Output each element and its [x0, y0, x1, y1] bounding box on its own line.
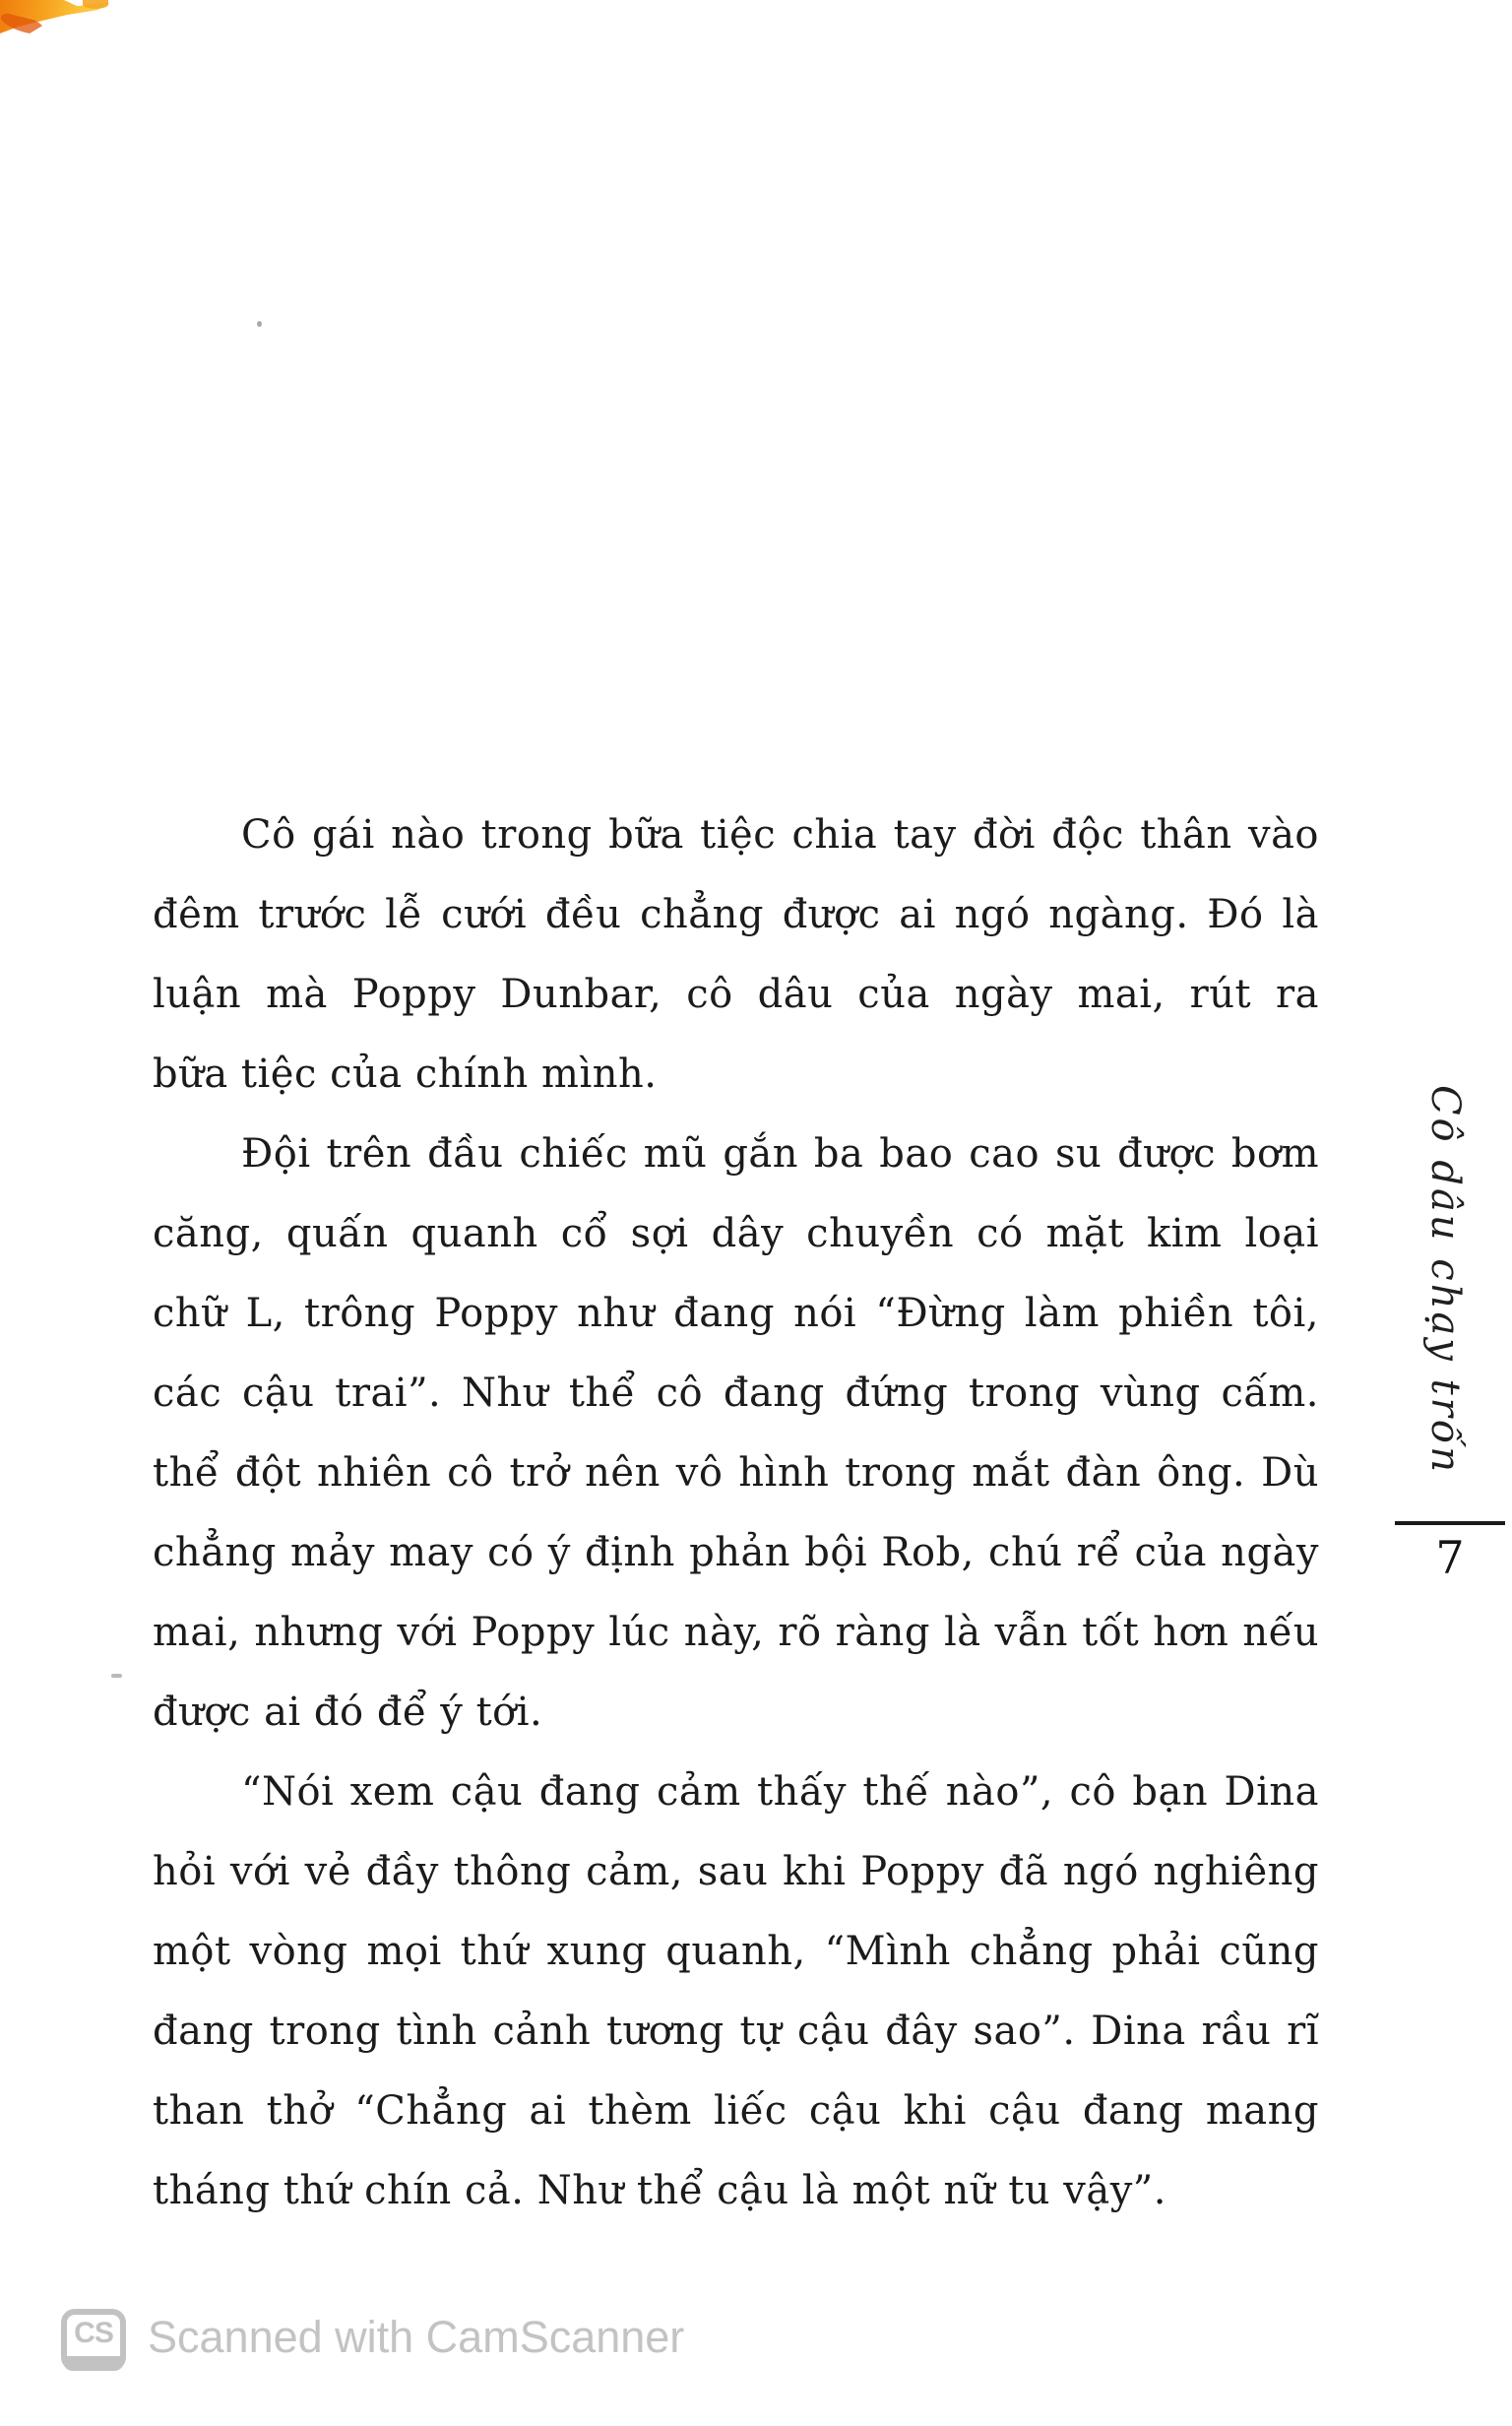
text-line: Cô gái nào trong bữa tiệc chia tay đời độc thân vào	[241, 812, 1319, 858]
camscanner-logo-text: CS	[74, 2317, 113, 2349]
folio-rule	[1395, 1521, 1505, 1525]
watermark-label: Scanned with CamScanner	[148, 2312, 685, 2362]
text-line: Đội trên đầu chiếc mũ gắn ba bao cao su được bơm	[241, 1131, 1319, 1177]
text-line: “Nói xem cậu đang cảm thấy thế nào”, cô bạn Dina	[241, 1769, 1319, 1815]
running-title: Cô dâu chạy trốn	[1422, 1084, 1468, 1476]
text-line: luận mà Poppy Dunbar, cô dâu của ngày mai, rút ra	[153, 972, 1319, 1017]
text-line: được ai đó để ý tới.	[153, 1690, 543, 1735]
text-line: các cậu trai”. Như thể cô đang đứng trong vùng cấm.	[153, 1371, 1319, 1416]
torn-corner-blob	[83, 0, 108, 9]
camscanner-logo-icon	[61, 2309, 126, 2371]
text-line: tháng thứ chín cả. Như thể cậu là một nữ tu vậy”.	[153, 2168, 1166, 2213]
text-line: một vòng mọi thứ xung quanh, “Mình chẳng phải cũng	[153, 1929, 1319, 1974]
text-line: chẳng mảy may có ý định phản bội Rob, chú rể của ngày	[153, 1530, 1319, 1575]
camscanner-logo-strip	[63, 2356, 124, 2371]
text-line: thể đột nhiên cô trở nên vô hình trong mắt đàn ông. Dù	[153, 1450, 1319, 1496]
text-line: đang trong tình cảnh tương tự cậu đây sao”. Dina rầu rĩ	[153, 2009, 1319, 2054]
text-line: mai, nhưng với Poppy lúc này, rõ ràng là vẫn tốt hơn nếu	[153, 1610, 1319, 1655]
text-line: chữ L, trông Poppy như đang nói “Đừng làm phiền tôi,	[153, 1291, 1319, 1336]
scan-speck-dot	[257, 321, 262, 327]
body-text	[153, 796, 1319, 2231]
text-line: đêm trước lễ cưới đều chẳng được ai ngó ngàng. Đó là	[153, 892, 1319, 937]
scan-speck-dash	[111, 1674, 122, 1678]
text-line: than thở “Chẳng ai thèm liếc cậu khi cậu đang mang	[153, 2088, 1319, 2134]
text-line: bữa tiệc của chính mình.	[153, 1052, 658, 1097]
page-number: 7	[1435, 1531, 1465, 1584]
text-line: hỏi với vẻ đầy thông cảm, sau khi Poppy đã ngó nghiêng	[153, 1849, 1319, 1894]
text-line: căng, quấn quanh cổ sợi dây chuyền có mặt kim loại	[153, 1211, 1319, 1256]
